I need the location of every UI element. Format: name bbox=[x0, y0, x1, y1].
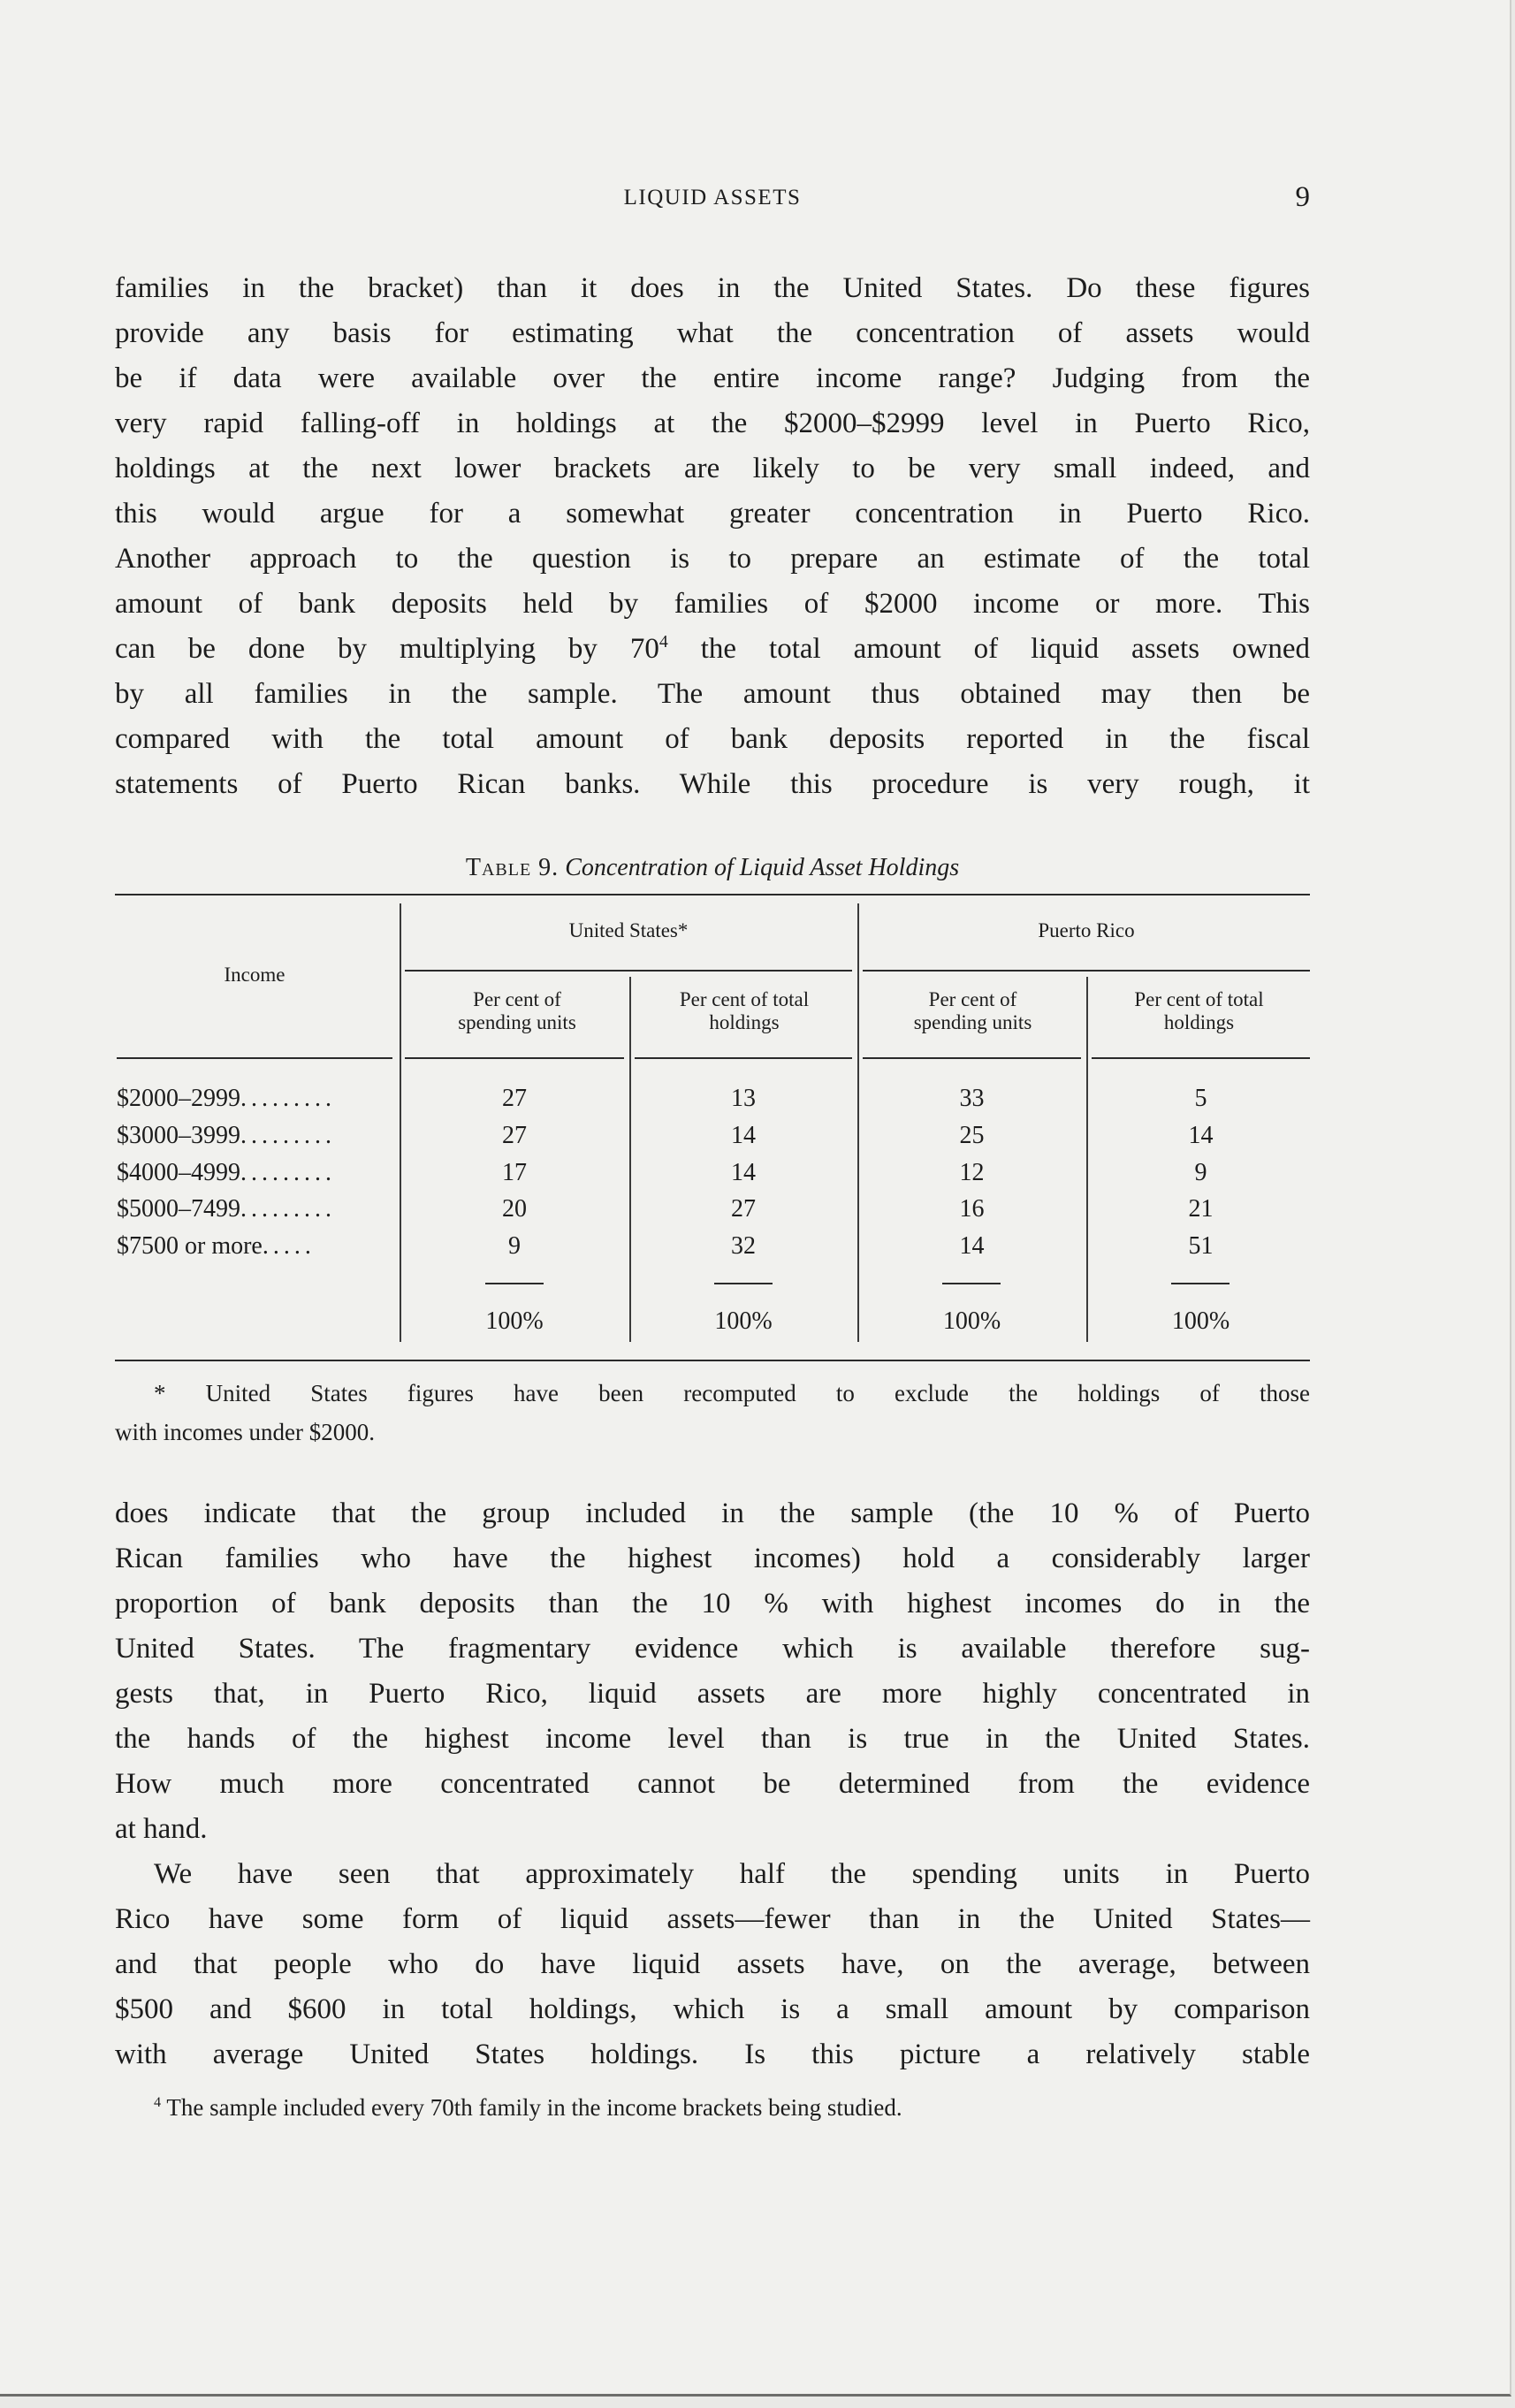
text-line: $500 and $600 in total holdings, which is a small amount by comparison bbox=[115, 1993, 1310, 2025]
income-label: $5000–7499 bbox=[117, 1195, 240, 1223]
text-line bbox=[115, 629, 1310, 668]
value-cell: 51 bbox=[1188, 1232, 1214, 1260]
value-cell: 33 bbox=[959, 1085, 985, 1112]
leader-dots: ......... bbox=[240, 1085, 336, 1112]
header-bottom-rule bbox=[635, 1057, 852, 1059]
header-bottom-rule bbox=[863, 1057, 1081, 1059]
value-cell: 21 bbox=[1188, 1195, 1214, 1223]
income-label: $3000–3999 bbox=[117, 1122, 240, 1149]
income-label: $7500 or more bbox=[117, 1232, 263, 1260]
text-line: families in the bracket) than it does in the United States. Do these figures bbox=[115, 272, 1310, 304]
total-underline bbox=[485, 1283, 544, 1284]
value-cell: 27 bbox=[731, 1195, 756, 1223]
leader-dots: ......... bbox=[240, 1195, 336, 1223]
column-header-line: Per cent of bbox=[928, 988, 1017, 1010]
income-cell bbox=[117, 1194, 392, 1224]
text-line: gests that, in Puerto Rico, liquid assets are more highly concentrated in bbox=[115, 1678, 1310, 1710]
text-line: provide any basis for estimating what the concentration of assets would bbox=[115, 317, 1310, 349]
value-cell: 14 bbox=[731, 1159, 756, 1186]
income-cell bbox=[117, 1231, 392, 1261]
header-bottom-rule bbox=[117, 1057, 392, 1059]
table-footnote-line: * United States figures have been recomputed to exclude the holdings of those bbox=[154, 1380, 1310, 1406]
table-bottom-rule bbox=[115, 1360, 1310, 1361]
income-label: $4000–4999 bbox=[117, 1159, 240, 1186]
column-header-line: Per cent of total bbox=[679, 988, 810, 1010]
value-cell: 20 bbox=[502, 1195, 527, 1223]
value-cell: 32 bbox=[731, 1232, 756, 1260]
text-line: We have seen that approximately half the spending units in Puerto bbox=[154, 1858, 1310, 1890]
value-cell: 16 bbox=[959, 1195, 985, 1223]
footnote-ref[interactable]: 4 bbox=[659, 632, 668, 652]
text-line: How much more concentrated cannot be determined from the evidence bbox=[115, 1768, 1310, 1800]
total-cell: 100% bbox=[942, 1307, 1001, 1335]
stub-header: Income bbox=[224, 964, 285, 986]
value-cell: 27 bbox=[502, 1122, 527, 1149]
column-header-line: spending units bbox=[913, 1011, 1032, 1033]
value-cell: 25 bbox=[959, 1122, 985, 1149]
leader-dots: ..... bbox=[262, 1232, 316, 1260]
running-head: LIQUID ASSETS bbox=[623, 186, 802, 210]
column-header-line: Per cent of total bbox=[1134, 988, 1264, 1010]
income-label: $2000–2999 bbox=[117, 1085, 240, 1112]
group-header-us: United States* bbox=[568, 919, 689, 941]
text-line: at hand. bbox=[115, 1813, 208, 1845]
total-cell: 100% bbox=[714, 1307, 773, 1335]
table-caption bbox=[115, 854, 1310, 882]
column-header-line: Per cent of bbox=[473, 988, 561, 1010]
text-line: compared with the total amount of bank deposits reported in the fiscal bbox=[115, 723, 1310, 755]
value-cell: 9 bbox=[1194, 1159, 1207, 1186]
header-bottom-rule bbox=[1092, 1057, 1310, 1059]
table-label: Table 9. bbox=[465, 854, 560, 881]
leader-dots: ......... bbox=[240, 1159, 336, 1186]
column-divider bbox=[857, 903, 859, 1342]
text-line: by all families in the sample. The amount thus obtained may then be bbox=[115, 678, 1310, 710]
income-cell bbox=[117, 1084, 392, 1114]
table-title: Concentration of Liquid Asset Holdings bbox=[565, 854, 960, 881]
group-rule-us bbox=[405, 970, 852, 972]
text-line: very rapid falling-off in holdings at the $2000–$2999 level in Puerto Rico, bbox=[115, 408, 1310, 439]
value-cell: 5 bbox=[1194, 1085, 1207, 1112]
column-divider bbox=[400, 903, 401, 1342]
page-number: 9 bbox=[1295, 181, 1310, 213]
group-rule-pr bbox=[863, 970, 1310, 972]
leader-dots: ......... bbox=[240, 1122, 336, 1149]
column-header bbox=[859, 988, 1086, 1034]
total-underline bbox=[942, 1283, 1001, 1284]
column-header-line: holdings bbox=[709, 1011, 780, 1033]
table-top-rule bbox=[115, 894, 1310, 895]
total-cell: 100% bbox=[1171, 1307, 1230, 1335]
total-underline bbox=[714, 1283, 773, 1284]
text-line: Rico have some form of liquid assets—fewer than in the United States— bbox=[115, 1903, 1310, 1935]
text-line: does indicate that the group included in the sample (the 10 % of Puerto bbox=[115, 1497, 1310, 1529]
text-line: the hands of the highest income level than is true in the United States. bbox=[115, 1723, 1310, 1755]
footnote-text: The sample included every 70th family in the income brackets being studied. bbox=[161, 2094, 902, 2121]
value-cell: 14 bbox=[959, 1232, 985, 1260]
value-cell: 13 bbox=[731, 1085, 756, 1112]
column-header-line: spending units bbox=[458, 1011, 576, 1033]
text-line: Another approach to the question is to prepare an estimate of the total bbox=[115, 543, 1310, 575]
text-line: this would argue for a somewhat greater concentration in Puerto Rico. bbox=[115, 498, 1310, 530]
total-underline bbox=[1171, 1283, 1230, 1284]
text-line: be if data were available over the entire income range? Judging from the bbox=[115, 362, 1310, 394]
value-cell: 14 bbox=[731, 1122, 756, 1149]
text-line: and that people who do have liquid assets have, on the average, between bbox=[115, 1948, 1310, 1980]
column-header-line: holdings bbox=[1163, 1011, 1235, 1033]
value-cell: 14 bbox=[1188, 1122, 1214, 1149]
text-line: amount of bank deposits held by families of $2000 income or more. This bbox=[115, 588, 1310, 620]
header-bottom-rule bbox=[405, 1057, 624, 1059]
text-fragment: can be done by multiplying by 70 bbox=[115, 633, 659, 665]
text-fragment: the total amount of liquid assets owned bbox=[667, 633, 1310, 665]
footnote-marker: 4 bbox=[154, 2094, 162, 2110]
income-cell bbox=[117, 1158, 392, 1188]
group-header-pr: Puerto Rico bbox=[1038, 919, 1135, 941]
income-cell bbox=[117, 1121, 392, 1151]
column-header bbox=[631, 988, 857, 1034]
text-line: Rican families who have the highest incomes) hold a considerably larger bbox=[115, 1543, 1310, 1574]
value-cell: 27 bbox=[502, 1085, 527, 1112]
page-footnote bbox=[115, 2090, 1310, 2125]
value-cell: 12 bbox=[959, 1159, 985, 1186]
column-header bbox=[1088, 988, 1310, 1034]
column-header bbox=[405, 988, 629, 1034]
text-line: United States. The fragmentary evidence which is available therefore sug- bbox=[115, 1633, 1310, 1665]
text-line: with average United States holdings. Is this picture a relatively stable bbox=[115, 2038, 1310, 2070]
table-footnote-line: with incomes under $2000. bbox=[115, 1419, 375, 1445]
value-cell: 17 bbox=[502, 1159, 527, 1186]
text-line: proportion of bank deposits than the 10 % with highest incomes do in the bbox=[115, 1588, 1310, 1619]
text-line: holdings at the next lower brackets are likely to be very small indeed, and bbox=[115, 453, 1310, 484]
value-cell: 9 bbox=[508, 1232, 521, 1260]
text-line: statements of Puerto Rican banks. While this procedure is very rough, it bbox=[115, 768, 1310, 800]
total-cell: 100% bbox=[485, 1307, 544, 1335]
